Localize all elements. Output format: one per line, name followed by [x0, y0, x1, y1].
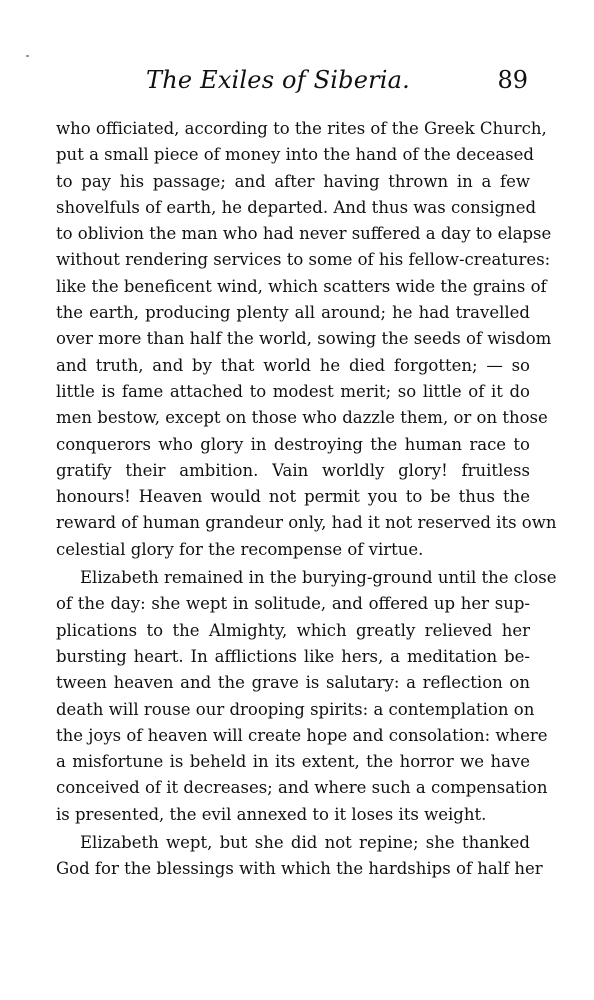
text-line: conceived of it decreases; and where such a compensation — [56, 778, 548, 798]
text-line: death will rouse our drooping spirits: a contemplation on — [56, 699, 535, 719]
text-line: is presented, the evil annexed to it loses its weight. — [56, 804, 487, 824]
text-line: conquerors who glory in destroying the human race to — [56, 434, 530, 454]
text-line: the earth, producing plenty all around; he had travelled — [56, 303, 530, 323]
text-line: like the beneficent wind, which scatters wide the grains of — [56, 276, 547, 296]
text-line: over more than half the world, sowing the seeds of wisdom — [56, 329, 552, 349]
text-line: little is fame attached to modest merit; so little of it do — [56, 381, 530, 401]
text-line: the joys of heaven will create hope and consolation: where — [56, 725, 548, 745]
text-line: to oblivion the man who had never suffered a day to elapse — [56, 224, 552, 244]
text-line: Elizabeth wept, but she did not repine; she thanked — [80, 833, 530, 853]
text-line: men bestow, except on those who dazzle them, or on those — [56, 408, 548, 428]
text-line: of the day: she wept in solitude, and offered up her sup- — [56, 594, 530, 614]
body-text — [56, 116, 557, 883]
page-header — [0, 66, 594, 102]
text-line: plications to the Almighty, which greatly relieved her — [56, 620, 530, 640]
text-line: shovelfuls of earth, he departed. And thus was consigned — [56, 197, 537, 217]
text-line: tween heaven and the grave is salutary: a reflection on — [56, 673, 530, 693]
text-line: God for the blessings with which the hardships of half her — [56, 859, 543, 879]
paper-speck — [26, 55, 29, 57]
text-line: to pay his passage; and after having thrown in a few — [56, 171, 530, 191]
paragraph-2 — [56, 565, 557, 828]
text-line: celestial glory for the recompense of virtue. — [56, 539, 424, 559]
paragraph-3 — [56, 830, 543, 883]
text-line: without rendering services to some of his fellow-creatures: — [56, 250, 551, 270]
text-line: honours! Heaven would not permit you to be thus the — [56, 487, 530, 507]
page-number: 89 — [497, 66, 528, 94]
text-line: reward of human grandeur only, had it not reserved its own — [56, 513, 557, 533]
text-line: Elizabeth remained in the burying-ground until the close — [80, 568, 557, 588]
text-line: gratify their ambition. Vain worldly glory! fruitless — [56, 460, 530, 480]
text-line: who officiated, according to the rites of the Greek Church, — [56, 119, 547, 138]
running-title: The Exiles of Siberia. — [146, 66, 410, 94]
text-line: and truth, and by that world he died forgotten; — so — [56, 355, 530, 375]
text-line: bursting heart. In afflictions like hers, a meditation be- — [56, 646, 530, 666]
text-line: put a small piece of money into the hand of the deceased — [56, 145, 534, 165]
text-line: a misfortune is beheld in its extent, the horror we have — [56, 752, 530, 772]
paragraph-1 — [56, 116, 557, 563]
